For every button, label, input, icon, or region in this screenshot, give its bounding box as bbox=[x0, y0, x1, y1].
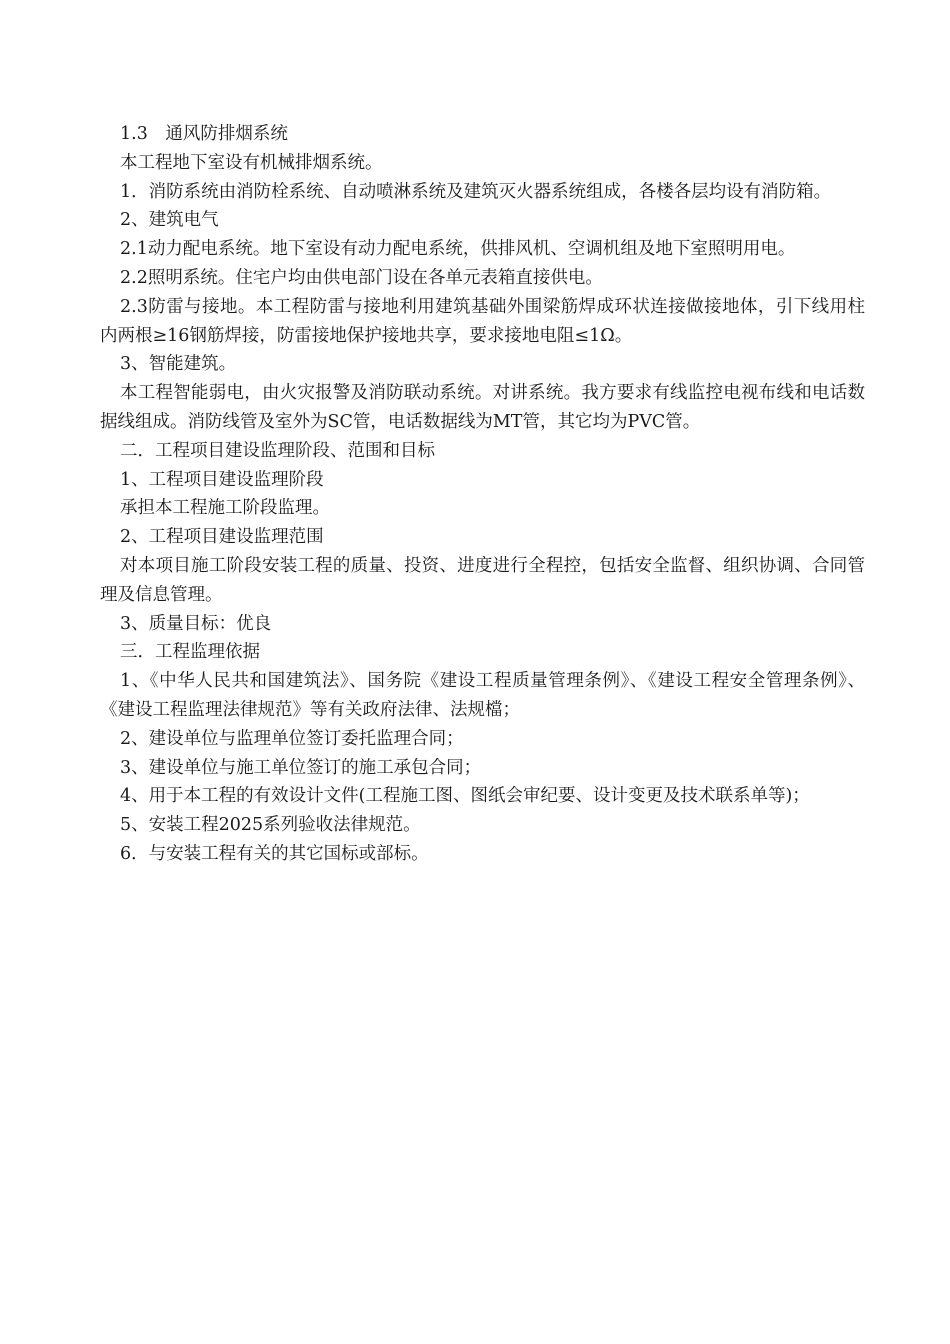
paragraph: 2.1动力配电系统。地下室设有动力配电系统，供排风机、空调机组及地下室照明用电。 bbox=[120, 239, 796, 260]
section-heading-basis: 三．工程监理依据 bbox=[120, 642, 260, 663]
paragraph: 对本项目施工阶段安装工程的质量、投资、进度进行全程控，包括安全监督、组织协调、合同管理及信息管理。 bbox=[100, 555, 865, 605]
list-item: 6．与安装工程有关的其它国标或部标。 bbox=[120, 843, 429, 864]
paragraph: 本工程地下室设有机械排烟系统。 bbox=[120, 152, 383, 173]
section-heading-ventilation: 1.3 通风防排烟系统 bbox=[120, 124, 288, 144]
list-item: 1、《中华人民共和国建筑法》、国务院《建设工程质量管理条例》、《建设工程安全管理条例》、《建设工程监理法律规范》等有关政府法律、法规檔； bbox=[100, 671, 865, 720]
document-body bbox=[100, 120, 865, 869]
subheading: 1、工程项目建设监理阶段 bbox=[120, 469, 324, 490]
paragraph: 承担本工程施工阶段监理。 bbox=[120, 498, 330, 519]
section-heading-supervision-stage: 二．工程项目建设监理阶段、范围和目标 bbox=[120, 440, 435, 461]
list-item: 2、建设单位与监理单位签订委托监理合同； bbox=[120, 728, 464, 749]
paragraph: 本工程智能弱电，由火灾报警及消防联动系统。对讲系统。我方要求有线监控电视布线和电话数据线组成。消防线管及室外为SC管，电话数据线为MT管，其它均为PVC管。 bbox=[100, 383, 865, 432]
list-item: 4、用于本工程的有效设计文件(工程施工图、图纸会审纪要、设计变更及技术联系单等)； bbox=[120, 786, 810, 807]
list-item: 5、安装工程2025系列验收法律规范。 bbox=[120, 815, 421, 836]
paragraph: 3、质量目标：优良 bbox=[120, 613, 272, 634]
section-heading-electrical: 2、建筑电气 bbox=[120, 210, 219, 231]
paragraph: 2.2照明系统。住宅户均由供电部门设在各单元表箱直接供电。 bbox=[120, 267, 603, 288]
paragraph: 2.3防雷与接地。本工程防雷与接地利用建筑基础外围梁筋焊成环状连接做接地体，引下线用柱内两根≥16钢筋焊接，防雷接地保护接地共享，要求接地电阻≤1Ω。 bbox=[100, 296, 865, 346]
subheading: 2、工程项目建设监理范围 bbox=[120, 527, 324, 548]
section-heading-intelligent: 3、智能建筑。 bbox=[120, 354, 237, 375]
list-item: 3、建设单位与施工单位签订的施工承包合同； bbox=[120, 757, 482, 778]
paragraph: 1．消防系统由消防栓系统、自动喷淋系统及建筑灭火器系统组成，各楼各层均设有消防箱。 bbox=[120, 181, 832, 202]
